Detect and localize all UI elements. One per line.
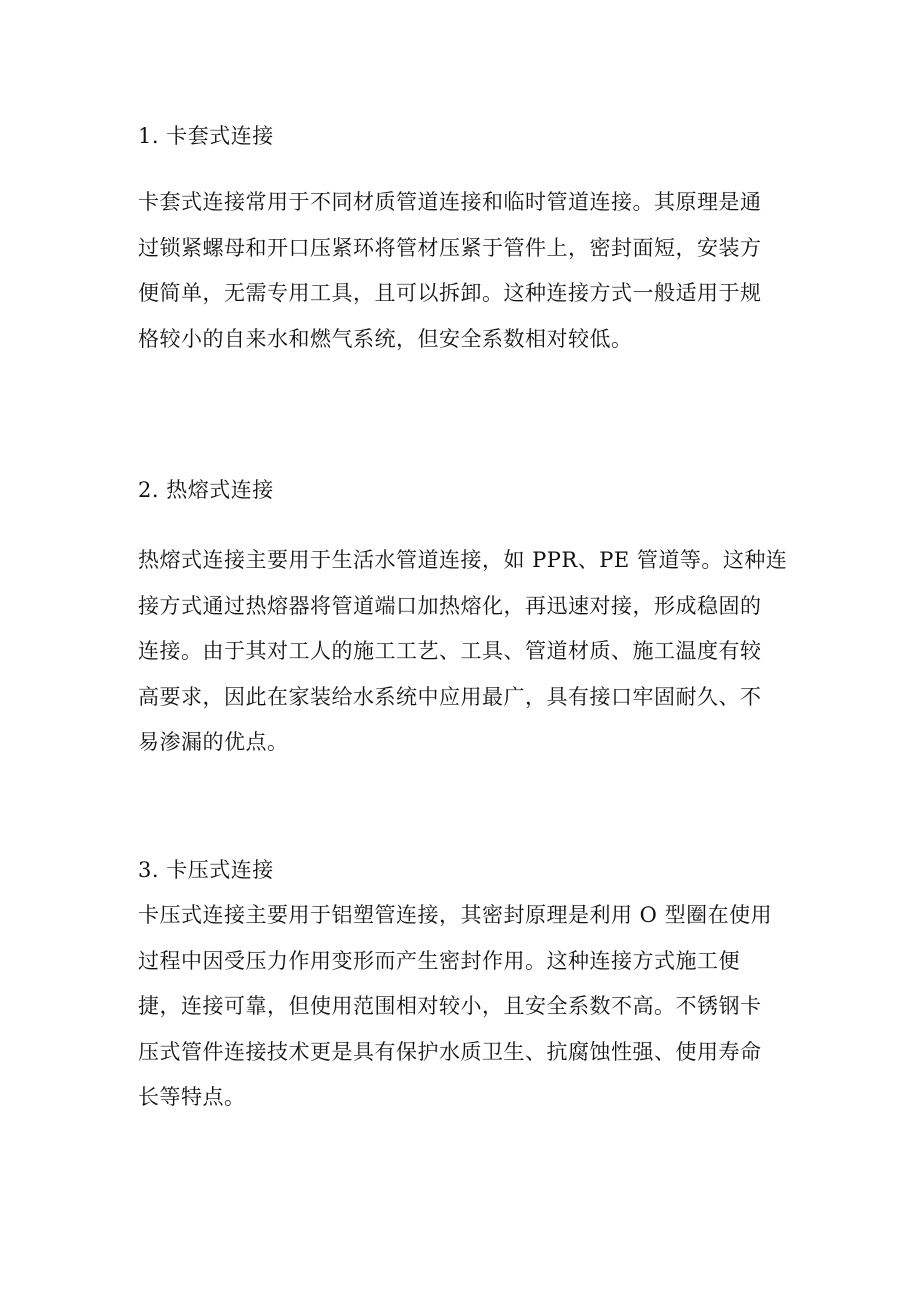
paragraph-line: 过程中因受压力作用变形而产生密封作用。这种连接方式施工便 [138,948,740,973]
section-paragraph-3 [138,893,788,1121]
paragraph-line: 卡压式连接主要用于铝塑管连接，其密封原理是利用 O 型圈在使用 [138,903,773,927]
section-paragraph-2 [138,538,788,766]
paragraph-line: 高要求，因此在家装给水系统中应用最广，具有接口牢固耐久、不 [138,684,762,709]
section-paragraph-1 [138,180,788,362]
section-heading-1: 1. 卡套式连接 [138,124,274,148]
paragraph-line: 格较小的自来水和燃气系统，但安全系数相对较低。 [138,326,633,351]
paragraph-line: 压式管件连接技术更是具有保护水质卫生、抗腐蚀性强、使用寿命 [138,1039,762,1064]
section-heading-2: 2. 热熔式连接 [138,478,274,502]
paragraph-line: 长等特点。 [138,1085,246,1109]
paragraph-line: 热熔式连接主要用于生活水管道连接，如 PPR、PE 管道等。这种连 [138,548,788,572]
paragraph-line: 过锁紧螺母和开口压紧环将管材压紧于管件上，密封面短，安装方 [138,235,762,260]
paragraph-line: 易渗漏的优点。 [138,730,289,754]
section-heading-3: 3. 卡压式连接 [138,858,274,882]
paragraph-line: 捷，连接可靠，但使用范围相对较小，且安全系数不高。不锈钢卡 [138,994,762,1018]
paragraph-line: 便简单，无需专用工具，且可以拆卸。这种连接方式一般适用于规 [138,281,762,305]
paragraph-line: 卡套式连接常用于不同材质管道连接和临时管道连接。其原理是通 [138,190,762,214]
paragraph-line: 接方式通过热熔器将管道端口加热熔化，再迅速对接，形成稳固的 [138,593,762,618]
paragraph-line: 连接。由于其对工人的施工工艺、工具、管道材质、施工温度有较 [138,639,762,663]
